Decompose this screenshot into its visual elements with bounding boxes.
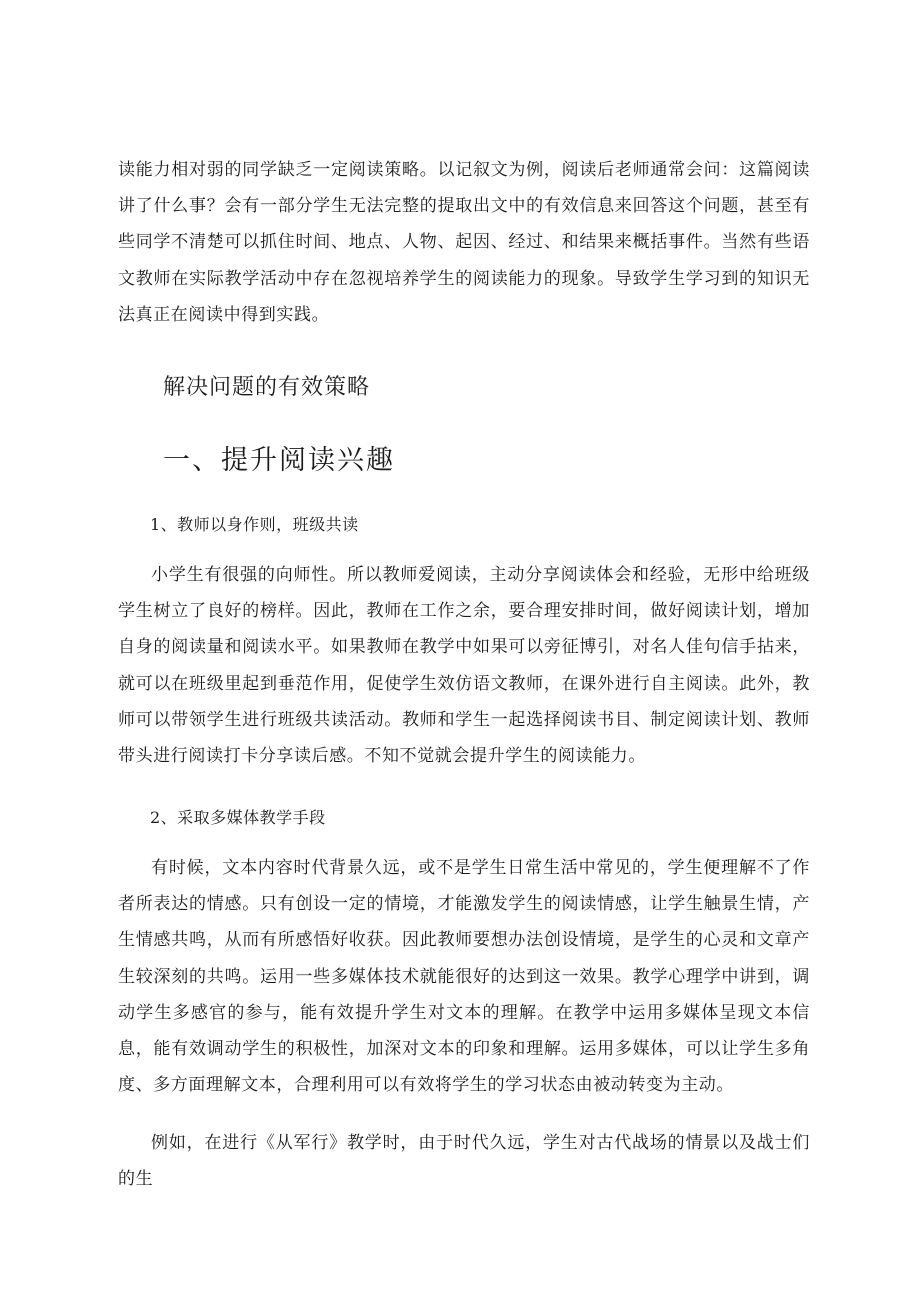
section-title-block (163, 370, 855, 401)
section-title: 解决问题的有效策略 (163, 375, 371, 400)
intro-paragraph: 读能力相对弱的同学缺乏一定阅读策略。以记叙文为例，阅读后老师通常会问：这篇阅读讲了什么事？会有一部分学生无法完整的提取出文中的有效信息来回答这个问题，甚至有些同学不清楚可以抓住时间、地点、人物、起因、经过、和结果来概括事件。当然有些语文教师在实际教学活动中存在忽视培养学生的阅读能力的现象。导致学生学习到的知识无法真正在阅读中得到实践。 (118, 160, 810, 325)
subsection-heading-2: 2、采取多媒体教学手段 (150, 808, 326, 827)
chapter-title-block (163, 438, 855, 477)
subsection-paragraph-1: 小学生有很强的向师性。所以教师爱阅读，主动分享阅读体会和经验，无形中给班级学生树立了良好的榜样。因此，教师在工作之余，要合理安排时间，做好阅读计划，增加自身的阅读量和阅读水平。如果教师在教学中如果可以旁征博引，对名人佳句信手拈来，就可以在班级里起到垂范作用，促使学生效仿语文教师，在课外进行自主阅读。此外，教师可以带领学生进行班级共读活动。教师和学生一起选择阅读书目、制定阅读计划、教师带头进行阅读打卡分享读后感。不知不觉就会提升学生的阅读能力。 (118, 565, 810, 767)
intro-block (118, 152, 810, 333)
sub1-heading-block (150, 512, 842, 535)
example-paragraph-block (118, 1125, 810, 1197)
sub1-paragraph-block (118, 557, 810, 774)
sub2-heading-block (150, 805, 842, 828)
chapter-title: 一、提升阅读兴趣 (163, 445, 395, 476)
sub2-paragraph-block (118, 850, 810, 1103)
subsection-heading-1: 1、教师以身作则，班级共读 (150, 515, 359, 534)
example-paragraph: 例如，在进行《从军行》教学时，由于时代久远，学生对古代战场的情景以及战士们的生 (118, 1133, 810, 1190)
subsection-paragraph-2: 有时候，文本内容时代背景久远，或不是学生日常生活中常见的，学生便理解不了作者所表达的情感。只有创设一定的情境，才能激发学生的阅读情感，让学生触景生情，产生情感共鸣，从而有所感悟好收获。因此教师要想办法创设情境，是学生的心灵和文章产生较深刻的共鸣。运用一些多媒体技术就能很好的达到这一效果。教学心理学中讲到，调动学生多感官的参与，能有效提升学生对文本的理解。在教学中运用多媒体呈现文本信息，能有效调动学生的积极性，加深对文本的印象和理解。运用多媒体，可以让学生多角度、多方面理解文本，合理利用可以有效将学生的学习状态由被动转变为主动。 (118, 858, 810, 1096)
